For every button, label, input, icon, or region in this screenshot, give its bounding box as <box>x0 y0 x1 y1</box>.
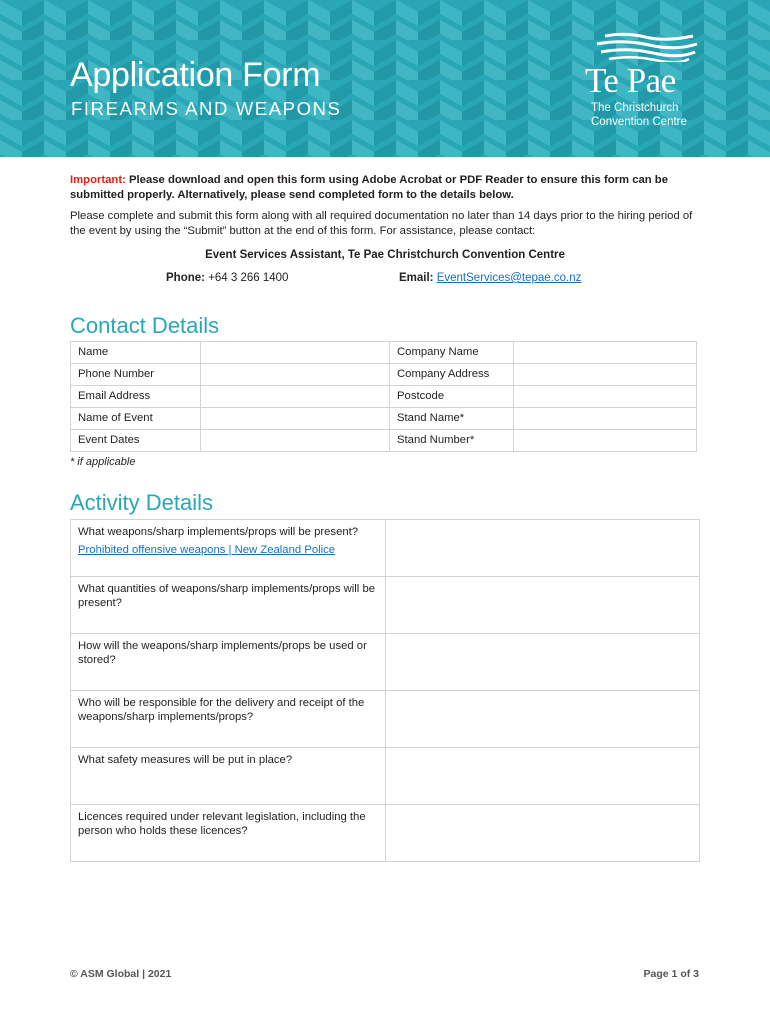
logo-wordmark: Te Pae <box>585 61 676 100</box>
contact-field-label: Name <box>71 342 201 364</box>
activity-question: What safety measures will be put in place? <box>78 754 293 766</box>
activity-answer-field[interactable] <box>386 748 700 805</box>
activity-question-cell <box>71 577 386 634</box>
activity-question-cell <box>71 748 386 805</box>
table-row <box>71 386 697 408</box>
important-label: Important: <box>70 174 126 186</box>
contact-field-input[interactable] <box>514 430 697 452</box>
important-notice <box>70 173 710 202</box>
table-row <box>71 805 700 862</box>
table-row <box>71 520 700 577</box>
contact-field-label: Stand Number* <box>390 430 514 452</box>
wave-logo-icon <box>593 32 703 62</box>
table-row <box>71 364 697 386</box>
activity-answer-field[interactable] <box>386 520 700 577</box>
intro-paragraph: Please complete and submit this form along with all required documentation no later than 14 days prior to the hiring period of the event by using the “Submit” button at the end of this form. For assistance, please contact: <box>70 210 693 237</box>
activity-question-cell <box>71 634 386 691</box>
footer-copyright: © ASM Global | 2021 <box>70 968 172 980</box>
footer-page-number: Page 1 of 3 <box>643 968 699 980</box>
logo-tagline-1: The Christchurch <box>591 102 679 114</box>
activity-answer-field[interactable] <box>386 805 700 862</box>
table-row <box>71 634 700 691</box>
contact-field-input[interactable] <box>514 342 697 364</box>
activity-answer-field[interactable] <box>386 577 700 634</box>
contact-field-label: Postcode <box>390 386 514 408</box>
email-link[interactable]: EventServices@tepae.co.nz <box>436 272 582 284</box>
contact-field-input[interactable] <box>201 342 390 364</box>
activity-question-cell <box>71 691 386 748</box>
contact-field-input[interactable] <box>201 430 390 452</box>
email-label: Email: <box>399 272 434 284</box>
applicable-note: * if applicable <box>70 456 136 468</box>
contact-field-input[interactable] <box>201 386 390 408</box>
important-text: Please download and open this form using Adobe Acrobat or PDF Reader to ensure this form can be submitted properly. Alternatively, please send completed form to the details below. <box>70 174 668 201</box>
table-row <box>71 691 700 748</box>
activity-question-cell <box>71 520 386 577</box>
logo-tagline-2: Convention Centre <box>591 116 687 128</box>
contact-field-input[interactable] <box>514 386 697 408</box>
header-banner <box>0 0 770 157</box>
activity-question: What weapons/sharp implements/props will be present? <box>78 526 359 538</box>
phone-line <box>166 272 288 284</box>
contact-field-label: Event Dates <box>71 430 201 452</box>
activity-answer-field[interactable] <box>386 634 700 691</box>
activity-details-table <box>70 519 700 862</box>
contact-field-label: Company Address <box>390 364 514 386</box>
activity-details-heading: Activity Details <box>70 490 214 515</box>
activity-question: What quantities of weapons/sharp implements/props will be present? <box>78 583 376 609</box>
prohibited-weapons-link[interactable]: Prohibited offensive weapons | New Zealand Police <box>78 544 336 556</box>
table-row <box>71 748 700 805</box>
contact-field-input[interactable] <box>514 408 697 430</box>
email-line <box>399 272 581 284</box>
contact-field-label: Stand Name* <box>390 408 514 430</box>
table-row <box>71 577 700 634</box>
activity-question: Licences required under relevant legislation, including the person who holds these licences? <box>78 811 366 837</box>
contact-field-input[interactable] <box>514 364 697 386</box>
activity-question: Who will be responsible for the delivery and receipt of the weapons/sharp implements/props? <box>78 697 365 723</box>
contact-details-table <box>70 341 697 452</box>
contact-field-label: Email Address <box>71 386 201 408</box>
form-title: Application Form <box>70 56 321 94</box>
table-row <box>71 342 697 364</box>
contact-field-label: Phone Number <box>71 364 201 386</box>
phone-value: +64 3 266 1400 <box>208 272 289 284</box>
table-row <box>71 408 697 430</box>
phone-label: Phone: <box>166 272 205 284</box>
contact-field-input[interactable] <box>201 364 390 386</box>
activity-question-cell <box>71 805 386 862</box>
form-subtitle: FIREARMS AND WEAPONS <box>71 98 342 119</box>
contact-field-label: Name of Event <box>71 408 201 430</box>
te-pae-logo <box>585 30 705 135</box>
contact-title: Event Services Assistant, Te Pae Christchurch Convention Centre <box>205 249 565 261</box>
contact-details-heading: Contact Details <box>70 313 220 338</box>
contact-field-input[interactable] <box>201 408 390 430</box>
activity-answer-field[interactable] <box>386 691 700 748</box>
contact-field-label: Company Name <box>390 342 514 364</box>
activity-question: How will the weapons/sharp implements/props be used or stored? <box>78 640 367 666</box>
table-row <box>71 430 697 452</box>
